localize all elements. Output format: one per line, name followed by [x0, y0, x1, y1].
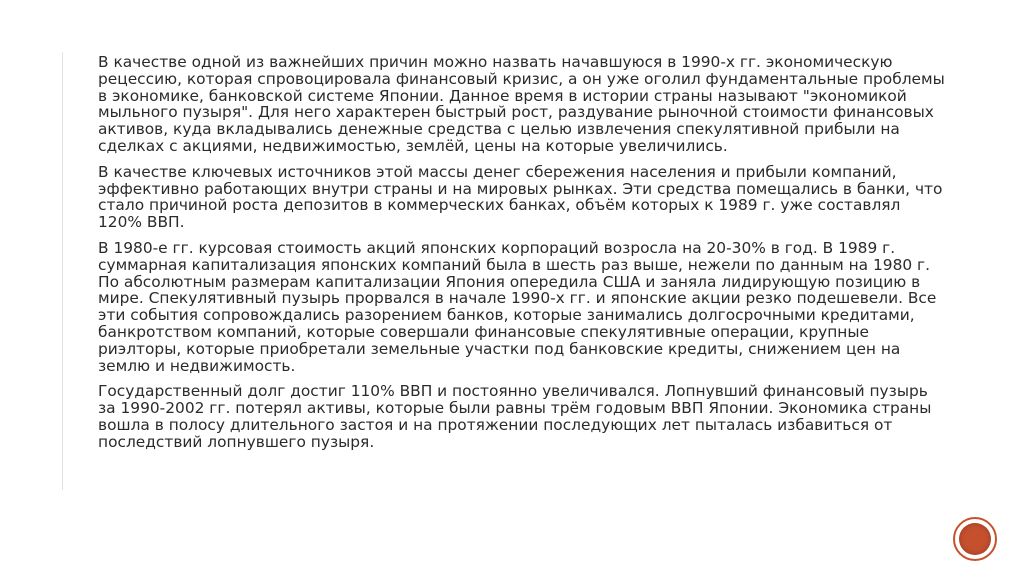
paragraph-state-debt: Государственный долг достиг 110% ВВП и постоянно увеличивался. Лопнувший финансовый пузырь за 1990-2002 гг. потерял активы, которые были равны трём годовым ВВП Японии. Экономика страны вошла в полосу длительного застоя и на протяжении последующих лет пыталась избавиться от последствий лопнувшего пузыря.	[98, 382, 932, 451]
circle-badge-icon	[953, 517, 997, 561]
left-divider	[62, 52, 63, 490]
paragraph-stock-bubble: В 1980-е гг. курсовая стоимость акций японских корпораций возросла на 20-30% в год. В 1989 г. суммарная капитализация японских компаний была в шесть раз выше, нежели по данным на 1980 г. По абсолютным размерам капитализации Япония опередила США и заняла лидирующую позицию в мире. Спекулятивный пузырь прорвался в начале 1990-х гг. и японские акции резко подешевели. Все эти события сопровождались разорением банков, которые занимались долгосрочными кредитами, банкротством компаний, которые совершали финансовые спекулятивные операции, крупные риэлторы, которые приобретали земельные участки под банковские кредиты, снижением цен на землю и недвижимость.	[98, 238, 937, 375]
circle-badge-core	[959, 523, 991, 555]
paragraph-recession: В качестве одной из важнейших причин можно назвать начавшуюся в 1990-х гг. экономическую рецессию, которая спровоцировала финансовый кризис, а он уже оголил фундаментальные проблемы в экономике, банковской системе Японии. Данное время в истории страны называют "экономикой мыльного пузыря". Для него характерен быстрый рост, раздувание рыночной стоимости финансовых активов, куда вкладывались денежные средства с целью извлечения спекулятивной прибыли на сделках с акциями, недвижимостью, землёй, цены на которые увеличились.	[98, 53, 945, 155]
paragraph-money-sources: В качестве ключевых источников этой массы денег сбережения населения и прибыли компаний, эффективно работающих внутри страны и на мировых рынках. Эти средства помещались в банки, что стало причиной роста депозитов в коммерческих банках, объём которых к 1989 г. уже составлял 120% ВВП.	[98, 162, 943, 232]
slide-body	[98, 54, 948, 460]
